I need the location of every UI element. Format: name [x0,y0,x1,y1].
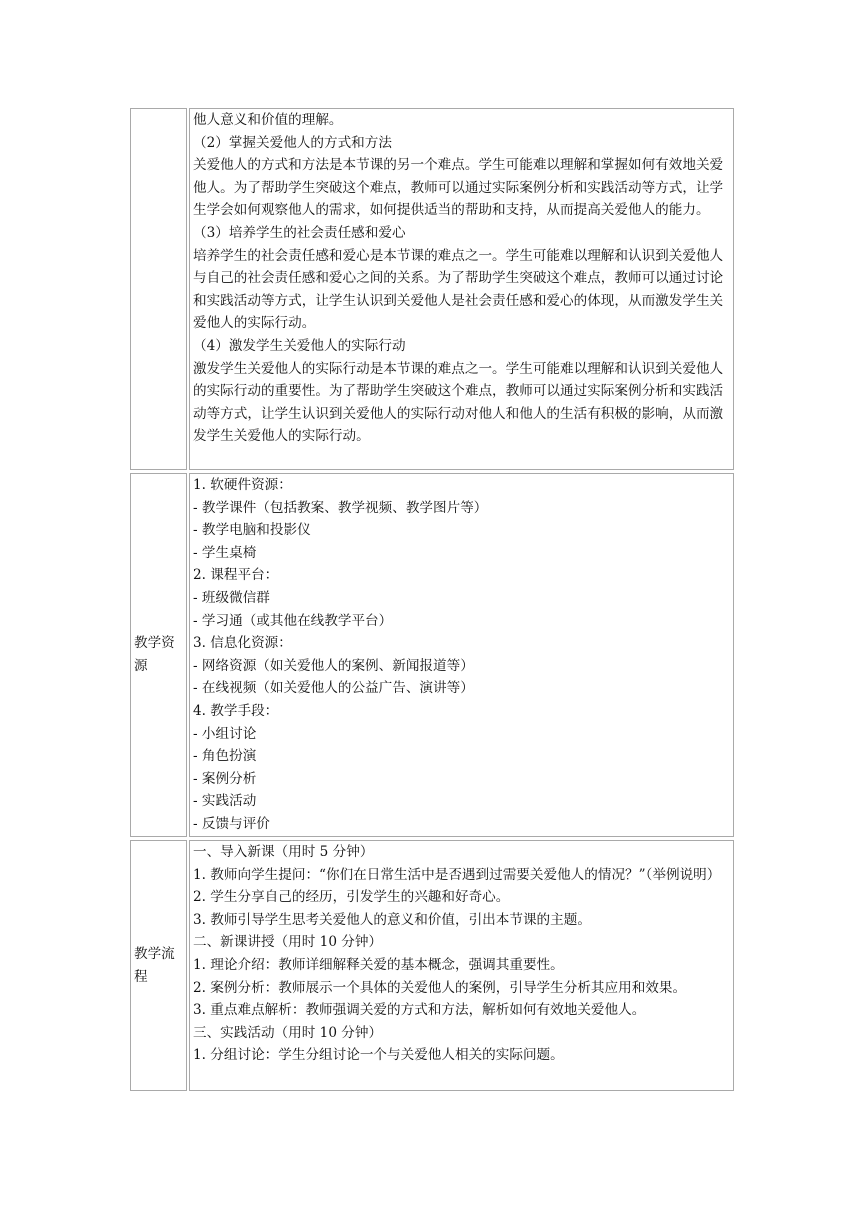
row-label-teaching-process: 教学流程 [130,840,187,1091]
list-item: 2. 学生分享自己的经历，引发学生的兴趣和好奇心。 [193,889,510,906]
section-heading: 三、实践活动（用时 10 分钟） [193,1024,383,1041]
list-item: - 学生桌椅 [193,544,257,561]
lesson-plan-table [128,105,736,1094]
list-item: - 在线视频（如关爱他人的公益广告、演讲等） [193,680,474,697]
list-item: - 班级微信群 [193,589,270,606]
table-row [130,840,734,1091]
list-item: 3. 教师引导学生思考关爱他人的意义和价值，引出本节课的主题。 [193,911,591,928]
list-item: - 实践活动 [193,793,257,810]
list-item: 1. 分组讨论：学生分组讨论一个与关爱他人相关的实际问题。 [193,1047,564,1064]
list-heading: 4. 教学手段： [193,702,279,719]
row-label [130,108,187,470]
list-item: - 教学电脑和投影仪 [193,522,311,539]
paragraph: 激发学生关爱他人的实际行动是本节课的难点之一。学生可能难以理解和认识到关爱他人的实际行动的重要性。为了帮助学生突破这个难点，教师可以通过实际案例分析和实践活动等方式，让学生认识到关爱他人的实际行动对他人和他人的生活有积极的影响，从而激发学生关爱他人的实际行动。 [193,360,724,445]
row-content [189,108,734,470]
list-item: - 案例分析 [193,770,257,787]
paragraph: 培养学生的社会责任感和爱心是本节课的难点之一。学生可能难以理解和认识到关爱他人与自己的社会责任感和爱心之间的关系。为了帮助学生突破这个难点，教师可以通过讨论和实践活动等方式，让学生认识到关爱他人是社会责任感和爱心的体现，从而激发学生关爱他人的实际行动。 [193,247,724,332]
section-heading: 一、导入新课（用时 5 分钟） [193,844,374,860]
row-content [189,840,734,1091]
list-item: - 小组讨论 [193,725,257,742]
list-heading: 3. 信息化资源： [193,635,292,652]
text-line: 他人意义和价值的理解。 [193,112,343,128]
list-item: - 网络资源（如关爱他人的案例、新闻报道等） [193,657,474,674]
list-item: 1. 理论介绍：教师详细解释关爱的基本概念，强调其重要性。 [193,956,564,973]
section-heading: 二、新课讲授（用时 10 分钟） [193,934,383,951]
table-row [130,473,734,837]
list-item: 2. 案例分析：教师展示一个具体的关爱他人的案例，引导学生分析其应用和效果。 [193,979,687,996]
list-item: - 教学课件（包括教案、教学视频、教学图片等） [193,499,488,516]
list-heading: 1. 软硬件资源： [193,477,292,493]
row-label-teaching-resources: 教学资源 [130,473,187,837]
table-row [130,108,734,470]
subheading: （4）激发学生关爱他人的实际行动 [193,337,406,354]
row-content [189,473,734,837]
paragraph: 关爱他人的方式和方法是本节课的另一个难点。学生可能难以理解和掌握如何有效地关爱他人。为了帮助学生突破这个难点，教师可以通过实际案例分析和实践活动等方式，让学生学会如何观察他人的需求，如何提供适当的帮助和支持，从而提高关爱他人的能力。 [193,157,724,219]
list-item: - 反馈与评价 [193,815,270,832]
subheading: （2）掌握关爱他人的方式和方法 [193,134,392,151]
list-item: - 学习通（或其他在线教学平台） [193,612,393,629]
list-item: - 角色扮演 [193,748,257,765]
list-heading: 2. 课程平台： [193,567,279,584]
subheading: （3）培养学生的社会责任感和爱心 [193,224,406,241]
list-item: 1. 教师向学生提问：“你们在日常生活中是否遇到过需要关爱他人的情况？”（举例说明） [193,866,721,883]
list-item: 3. 重点难点解析：教师强调关爱的方式和方法，解析如何有效地关爱他人。 [193,1002,646,1019]
